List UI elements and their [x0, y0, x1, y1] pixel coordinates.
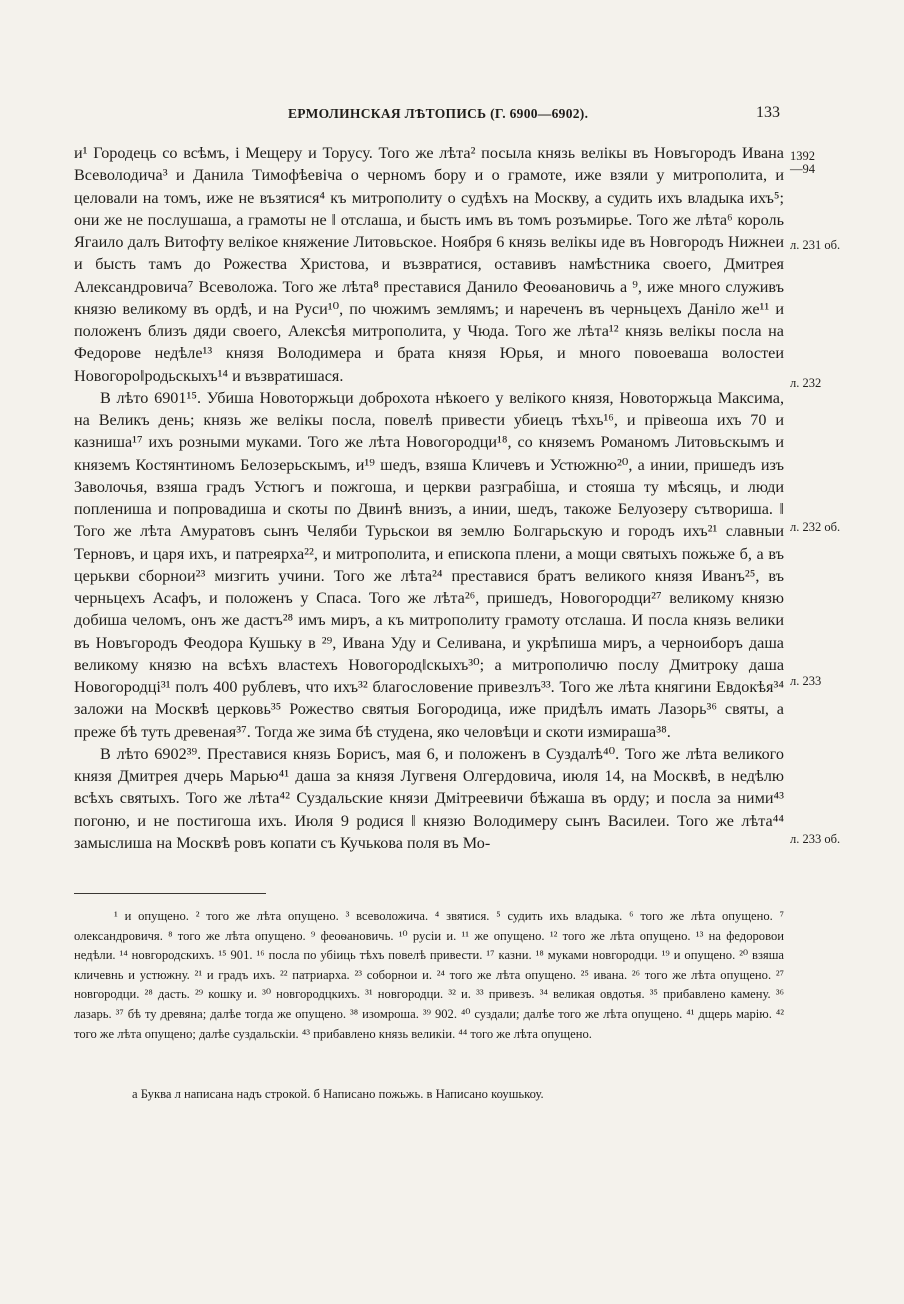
margin-leaf-232-ob: л. 232 об. [790, 520, 841, 534]
page-header [0, 106, 904, 126]
letter-notes-text: а Буква л написана надъ строкой. б Написано пожьжь. в Написано коушькоу. [132, 1087, 544, 1101]
paragraph-6900: и¹ Городець со всѣмъ, і Мещеру и Торусу. Того же лѣта² посыла князь велікы въ Новъгородъ Ивана Всеволодича³ и Данила Тимофѣевіча о черномъ бору и о грамоте, иже взяли у митрополита, и целовали на томъ, иже не възятися⁴ къ митрополиту о судѣхъ на Москву, а судить ихъ владыка ихъ⁵; они же не послушаша, а грамоты не ‖ отслаша, и бысть имъ въ томъ розъмирье. Того же лѣта⁶ король Ягаило далъ Витофту велікое княжение Литовьское. Ноября 6 князь велікы иде въ Новгородъ Нижнеи и бысть тамъ до Рожества Христова, и възвратися, оставивъ намѣстника своего, Дмитрея Александровича⁷ Всеволожа. Того же лѣта⁸ преставися Данило Феоѳановичь а ⁹, иже много служивъ князю великому въ ордѣ, и на Руси¹⁰, по чюжимъ землямъ; и нареченъ въ черньцехъ Даніло же¹¹ и положенъ близъ дяди своего, Алексѣя митрополита, у Чюда. Того же лѣта¹² князь велікы посла на Федорове недѣле¹³ князя Володимера и брата князя Юрья, и много повоеваша волостеи Новогоро‖родьскыхъ¹⁴ и възвратишася. [74, 144, 784, 385]
footnote-divider [74, 893, 266, 894]
margin-year-range: —94 [790, 162, 815, 176]
margin-leaf-232: л. 232 [790, 376, 822, 390]
page-number: 133 [756, 104, 780, 121]
footnotes-text: ¹ и опущено. ² того же лѣта опущено. ³ всеволожича. ⁴ звятися. ⁵ судить ихь владыка. ⁶ того же лѣта опущено. ⁷ олександровичя. ⁸ того же лѣта опущено. ⁹ феоѳановичь. ¹⁰ русіи и. ¹¹ же опущено. ¹² того же лѣта опущено. ¹³ на федоровои недѣли. ¹⁴ новгородскихъ. ¹⁵ 901. ¹⁶ посла по убіиць тѣхъ повелѣ привести. ¹⁷ казни. ¹⁸ муками новгородци. ¹⁹ и опущено. ²⁰ взяша кличевнь и устюжну. ²¹ и градъ ихъ. ²² патриарха. ²³ соборнои и. ²⁴ того же лѣта опущено. ²⁵ ивана. ²⁶ того же лѣта опущено. ²⁷ новгородци. ²⁸ дасть. ²⁹ кошку и. ³⁰ новгородцкихъ. ³¹ новгородци. ³² и. ³³ привезъ. ³⁴ великая овдотья. ³⁵ прибавлено камену. ³⁶ лазарь. ³⁷ бѣ ту древяна; далѣе тогда же опущено. ³⁸ изомроша. ³⁹ 902. ⁴⁰ суздали; далѣе того же лѣта опущено. ⁴¹ дщерь марію. ⁴² того же лѣта опущено; далѣе суздальскіи. ⁴³ прибавлено князь великіи. ⁴⁴ того же лѣта опущено. [74, 909, 784, 1041]
footnotes [74, 907, 784, 1044]
paragraph-6902: В лѣто 6902³⁹. Преставися князь Борисъ, мая 6, и положенъ в Суздалѣ⁴⁰. Того же лѣта великого князя Дмитрея дчерь Марью⁴¹ даша за князя Лугвеня Олгердовича, июля 14, на Москвѣ, в недѣлю всѣхъ святыхъ. Того же лѣта⁴² Суздальские князи Дмітреевичи бѣжаша въ орду; и посла за ними⁴³ погоню, и не постигоша ихъ. Июля 9 родися ‖ князю Володимеру сынъ Василеи. Того же лѣта⁴⁴ замыслиша на Москвѣ ровъ копати съ Кучькова поля въ Мо- [74, 744, 784, 852]
chronicle-text [74, 142, 784, 854]
margin-leaf-233: л. 233 [790, 674, 822, 688]
running-title: ЕРМОЛИНСКАЯ ЛѢТОПИСЬ (Г. 6900—6902). [288, 106, 589, 121]
margin-leaf-233-ob: л. 233 об. [790, 832, 841, 846]
letter-notes [74, 1085, 784, 1103]
paragraph-6901: В лѣто 6901¹⁵. Убиша Новоторжьци доброхота нѣкоего у велікого князя, Новоторжьца Максима, на Великъ день; князь же велікы посла, повелѣ привести убиецъ тѣхъ¹⁶, и прівеоша ихъ 70 и казниша¹⁷ ихъ розными муками. Того же лѣта Новогородци¹⁸, со княземъ Романомъ Литовьскымъ и княземъ Костянтиномъ Белозерьскымъ, и¹⁹ шедъ, взяша Кличевъ и Устюжню²⁰, а инии, пришедъ изъ Заволочья, взяша градъ Устюгъ и пожгоша, и церкви разграбіша, и стояша ту мѣсяць, и люди поплениша и попровадиша и скоты по Двинѣ внизъ, а инии, шедъ, такоже Белуозеру сътвориша. ‖ Того же лѣта Амуратовъ сынъ Челяби Турьскои вя землю Болгарьскую и городъ ихъ²¹ славныи Терновъ, и царя ихъ, и патреярха²², и митрополита, и епископа плени, а мощи святыхъ пожьже б, а въ церькви сборнои²³ мизгить учини. Того же лѣта²⁴ преставися братъ великого князя Иванъ²⁵, въ черньцехъ Асафъ, и положенъ у Спаса. Того же лѣта²⁶, пришедъ, Новогородци²⁷ великому князю добиша челомъ, онъ же дастъ²⁸ имъ миръ, а къ митрополиту грамоту отслаша. И посла князь велики въ Новъгородъ Феодора Кушьку в ²⁹, Ивана Уду и Селивана, и укрѣпиша миръ, а черноиборъ даша великому князю на всѣхъ властехъ Новогород‖скыхъ³⁰; а митрополичю послу Дмитроку даша Новогородці³¹ полъ 400 рублевъ, что ихъ³² благословение привезлъ³³. Того же лѣта княгини Евдокѣя³⁴ заложи на Москвѣ церковь³⁵ Рожество святыя Богородица, иже придѣлъ имать Лазорь³⁶ святы, а преже бѣ туть древеная³⁷. Тогда же зима бѣ студена, яко человѣци и скоти измираша³⁸. [74, 388, 784, 741]
margin-year: 1392 [790, 149, 815, 163]
margin-leaf-231-ob: л. 231 об. [790, 238, 841, 252]
